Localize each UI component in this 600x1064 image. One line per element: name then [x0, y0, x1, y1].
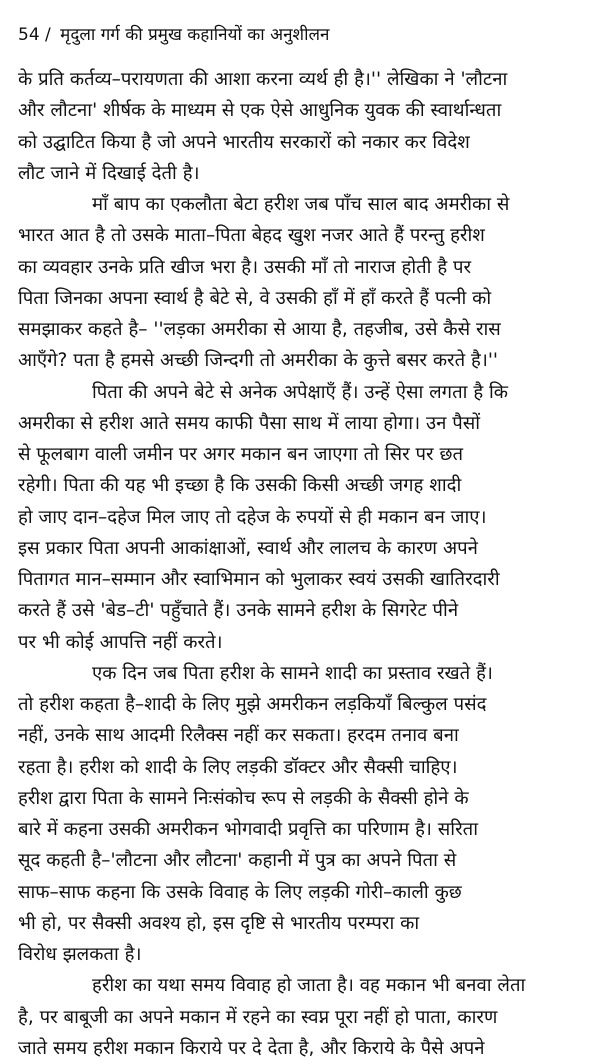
text-line: और लौटना' शीर्षक के माध्यम से एक ऐसे आधुनिक युवक की स्वार्थान्धता	[18, 100, 502, 122]
paragraph-first-line: माँ बाप का एकलौता बेटा हरीश जब पाँच साल बाद अमरीका से	[92, 194, 510, 215]
text-line: हो जाए दान–दहेज मिल जाए तो दहेज के रुपयों से ही मकान बन जाए।	[18, 506, 487, 528]
text-line: तो हरीश कहता है–शादी के लिए मुझे अमरीकन लड़कियाँ बिल्कुल पसंद	[18, 694, 487, 715]
text-line: लौट जाने में दिखाई देती है।	[18, 162, 200, 184]
text-line: रहेगी। पिता की यह भी इच्छा है कि उसकी किसी अच्छी जगह शादी	[18, 475, 462, 497]
text-line: भारत आत है तो उसके माता–पिता बेहद खुश नजर आते हैं परन्तु हरीश	[18, 225, 485, 247]
text-line: से फूलबाग वाली जमीन पर अगर मकान बन जाएगा तो सिर पर छत	[18, 444, 464, 465]
paragraph-first-line: हरीश का यथा समय विवाह हो जाता है। वह मकान भी बनवा लेता	[92, 975, 526, 997]
text-line: आएँगे? पता है हमसे अच्छी जिन्दगी तो अमरीका के कुत्ते बसर करते है।''	[18, 350, 499, 372]
text-line: सूद कहती है–'लौटना और लौटना' कहानी में पुत्र का अपने पिता से	[18, 850, 457, 872]
running-header	[18, 20, 329, 50]
paragraph-first-line: पिता की अपने बेटे से अनेक अपेक्षाएँ हैं। उन्हें ऐसा लगता है कि	[92, 381, 509, 403]
text-line: पिता जिनका अपना स्वार्थ है बेटे से, वे उसकी हाँ में हाँ करते हैं पत्नी को	[18, 287, 492, 309]
text-line: के प्रति कर्तव्य–परायणता की आशा करना व्यर्थ ही है।'' लेखिका ने 'लौटना	[18, 69, 508, 90]
text-line: विरोध झलकता है।	[18, 944, 142, 965]
text-line: इस प्रकार पिता अपनी आकांक्षाओं, स्वार्थ और लालच के कारण अपने	[18, 537, 478, 559]
running-title: मृदुला गर्ग की प्रमुख कहानियों का अनुशीलन	[60, 25, 330, 45]
text-line: है, पर बाबूजी का अपने मकान में रहने का स्वप्न पूरा नहीं हो पाता, कारण	[18, 1006, 498, 1028]
text-line: नहीं, उनके साथ आदमी रिलैक्स नहीं कर सकता। हरदम तनाव बना	[18, 725, 459, 747]
text-line: करते हैं उसे 'बेड–टी' पहुँचाते हैं। उनके सामने हरीश के सिगरेट पीने	[18, 600, 459, 622]
text-line: अमरीका से हरीश आते समय काफी पैसा साथ में लाया होगा। उन पैसों	[18, 412, 481, 434]
text-line: भी हो, पर सैक्सी अवश्य हो, इस दृष्टि से भारतीय परम्परा का	[18, 912, 420, 934]
text-line: हरीश द्वारा पिता के सामने निःसंकोच रूप से लड़की के सैक्सी होने के	[18, 787, 469, 809]
text-line: साफ–साफ कहना कि उसके विवाह के लिए लड़की गोरी–काली कुछ	[18, 881, 462, 903]
text-line: रहता है। हरीश को शादी के लिए लड़की डॉक्टर और सैक्सी चाहिए।	[18, 756, 458, 778]
text-line: बारे में कहना उसकी अमरीकन भोगवादी प्रवृत्ति का परिणाम है। सरिता	[18, 819, 478, 840]
text-line: का व्यवहार उनके प्रति खीज भरा है। उसकी माँ तो नाराज होती है पर	[18, 256, 472, 278]
paragraph-first-line: एक दिन जब पिता हरीश के सामने शादी का प्रस्ताव रखते हैं।	[92, 662, 493, 684]
text-line: समझाकर कहते है– ''लड़का अमरीका से आया है, तहजीब, उसे कैसे रास	[18, 319, 501, 340]
page-number: 54 /	[18, 25, 51, 45]
text-line: जाते समय हरीश मकान किराये पर दे देता है, और किराये के पैसे अपने	[18, 1037, 485, 1059]
text-line: पर भी कोई आपत्ति नहीं करते।	[18, 631, 223, 653]
text-line: पितागत मान–सम्मान और स्वाभिमान को भुलाकर स्वयं उसकी खातिरदारी	[18, 569, 500, 590]
text-line: को उद्घाटित किया है जो अपने भारतीय सरकारों को नकार कर विदेश	[18, 131, 470, 153]
body-text	[18, 64, 584, 1064]
